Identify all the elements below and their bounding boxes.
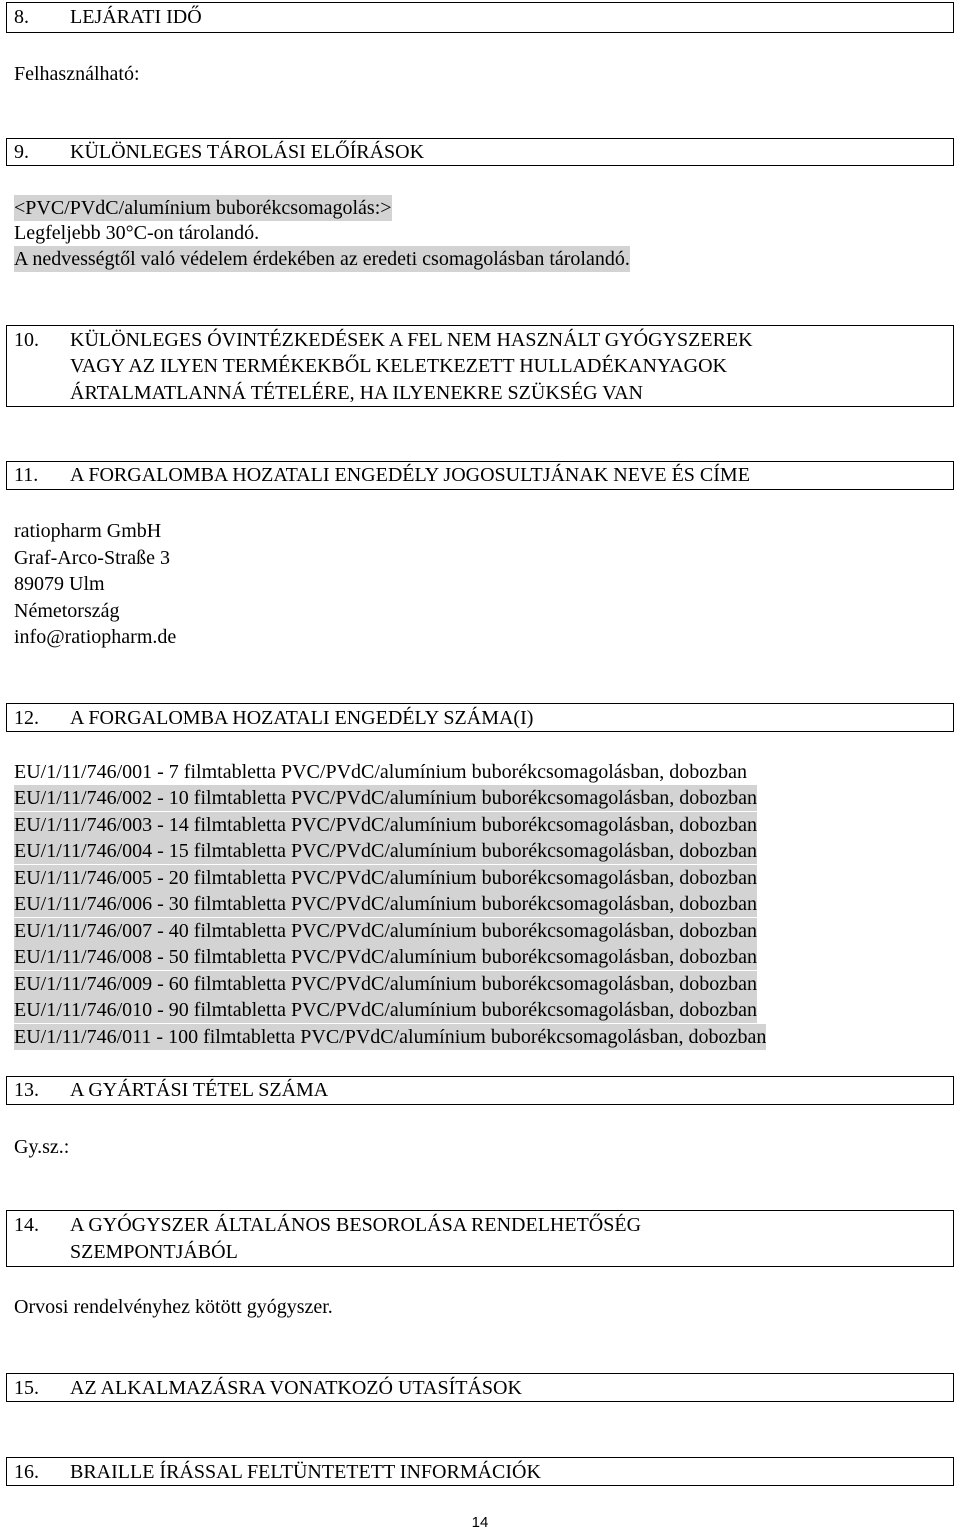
section-title: LEJÁRATI IDŐ [70, 6, 202, 28]
body-line: ratiopharm GmbH [14, 520, 162, 542]
section-number: 12. [14, 707, 39, 729]
section-number: 14. [14, 1214, 39, 1236]
registration-line: EU/1/11/746/010 - 90 filmtabletta PVC/PVdC/alumínium buborékcsomagolásban, dobozban [14, 999, 758, 1021]
body-line: Orvosi rendelvényhez kötött gyógyszer. [14, 1296, 333, 1318]
body-line: 89079 Ulm [14, 573, 105, 595]
section-title-line: KÜLÖNLEGES ÓVINTÉZKEDÉSEK A FEL NEM HASZNÁLT GYÓGYSZEREK [70, 329, 753, 351]
registration-line: EU/1/11/746/004 - 15 filmtabletta PVC/PVdC/alumínium buborékcsomagolásban, dobozban [14, 840, 758, 862]
section-title: A FORGALOMBA HOZATALI ENGEDÉLY SZÁMA(I) [70, 707, 534, 729]
section-title: KÜLÖNLEGES TÁROLÁSI ELŐÍRÁSOK [70, 141, 425, 163]
body-line: <PVC/PVdC/alumínium buborékcsomagolás:> [14, 197, 392, 219]
registration-line: EU/1/11/746/006 - 30 filmtabletta PVC/PVdC/alumínium buborékcsomagolásban, dobozban [14, 893, 758, 915]
registration-line: EU/1/11/746/007 - 40 filmtabletta PVC/PVdC/alumínium buborékcsomagolásban, dobozban [14, 920, 758, 942]
registration-line: EU/1/11/746/009 - 60 filmtabletta PVC/PVdC/alumínium buborékcsomagolásban, dobozban [14, 973, 758, 995]
section-title: AZ ALKALMAZÁSRA VONATKOZÓ UTASÍTÁSOK [70, 1377, 522, 1399]
page-number: 14 [471, 1514, 489, 1531]
section-title-line: SZEMPONTJÁBÓL [70, 1241, 238, 1263]
registration-line: EU/1/11/746/003 - 14 filmtabletta PVC/PVdC/alumínium buborékcsomagolásban, dobozban [14, 814, 758, 836]
section-title-line: VAGY AZ ILYEN TERMÉKEKBŐL KELETKEZETT HULLADÉKANYAGOK [70, 355, 727, 377]
section-number: 15. [14, 1377, 39, 1399]
body-line: Gy.sz.: [14, 1136, 70, 1158]
body-line: info@ratiopharm.de [14, 626, 177, 648]
body-line: Németország [14, 600, 120, 622]
body-line: Legfeljebb 30°C-on tárolandó. [14, 222, 260, 244]
registration-line: EU/1/11/746/002 - 10 filmtabletta PVC/PVdC/alumínium buborékcsomagolásban, dobozban [14, 787, 758, 809]
section-title-line: A GYÓGYSZER ÁLTALÁNOS BESOROLÁSA RENDELHETŐSÉG [70, 1214, 642, 1236]
section-number: 9. [14, 141, 29, 163]
section-title-line: ÁRTALMATLANNÁ TÉTELÉRE, HA ILYENEKRE SZÜKSÉG VAN [70, 382, 643, 404]
section-title: A FORGALOMBA HOZATALI ENGEDÉLY JOGOSULTJÁNAK NEVE ÉS CÍME [70, 464, 750, 486]
section-number: 11. [14, 464, 39, 486]
registration-line: EU/1/11/746/008 - 50 filmtabletta PVC/PVdC/alumínium buborékcsomagolásban, dobozban [14, 946, 758, 968]
registration-line: EU/1/11/746/011 - 100 filmtabletta PVC/PVdC/alumínium buborékcsomagolásban, dobozban [14, 1026, 767, 1048]
registration-line: EU/1/11/746/005 - 20 filmtabletta PVC/PVdC/alumínium buborékcsomagolásban, dobozban [14, 867, 758, 889]
section-title: BRAILLE ÍRÁSSAL FELTÜNTETETT INFORMÁCIÓK [70, 1461, 541, 1483]
body-line: Graf-Arco-Straße 3 [14, 547, 171, 569]
section-number: 10. [14, 329, 39, 351]
section-number: 16. [14, 1461, 39, 1483]
section-number: 8. [14, 6, 29, 28]
section-title: A GYÁRTÁSI TÉTEL SZÁMA [70, 1079, 329, 1101]
body-line: A nedvességtől való védelem érdekében az eredeti csomagolásban tárolandó. [14, 248, 630, 270]
section-number: 13. [14, 1079, 39, 1101]
registration-line: EU/1/11/746/001 - 7 filmtabletta PVC/PVdC/alumínium buborékcsomagolásban, dobozban [14, 761, 748, 783]
body-line: Felhasználható: [14, 63, 140, 85]
